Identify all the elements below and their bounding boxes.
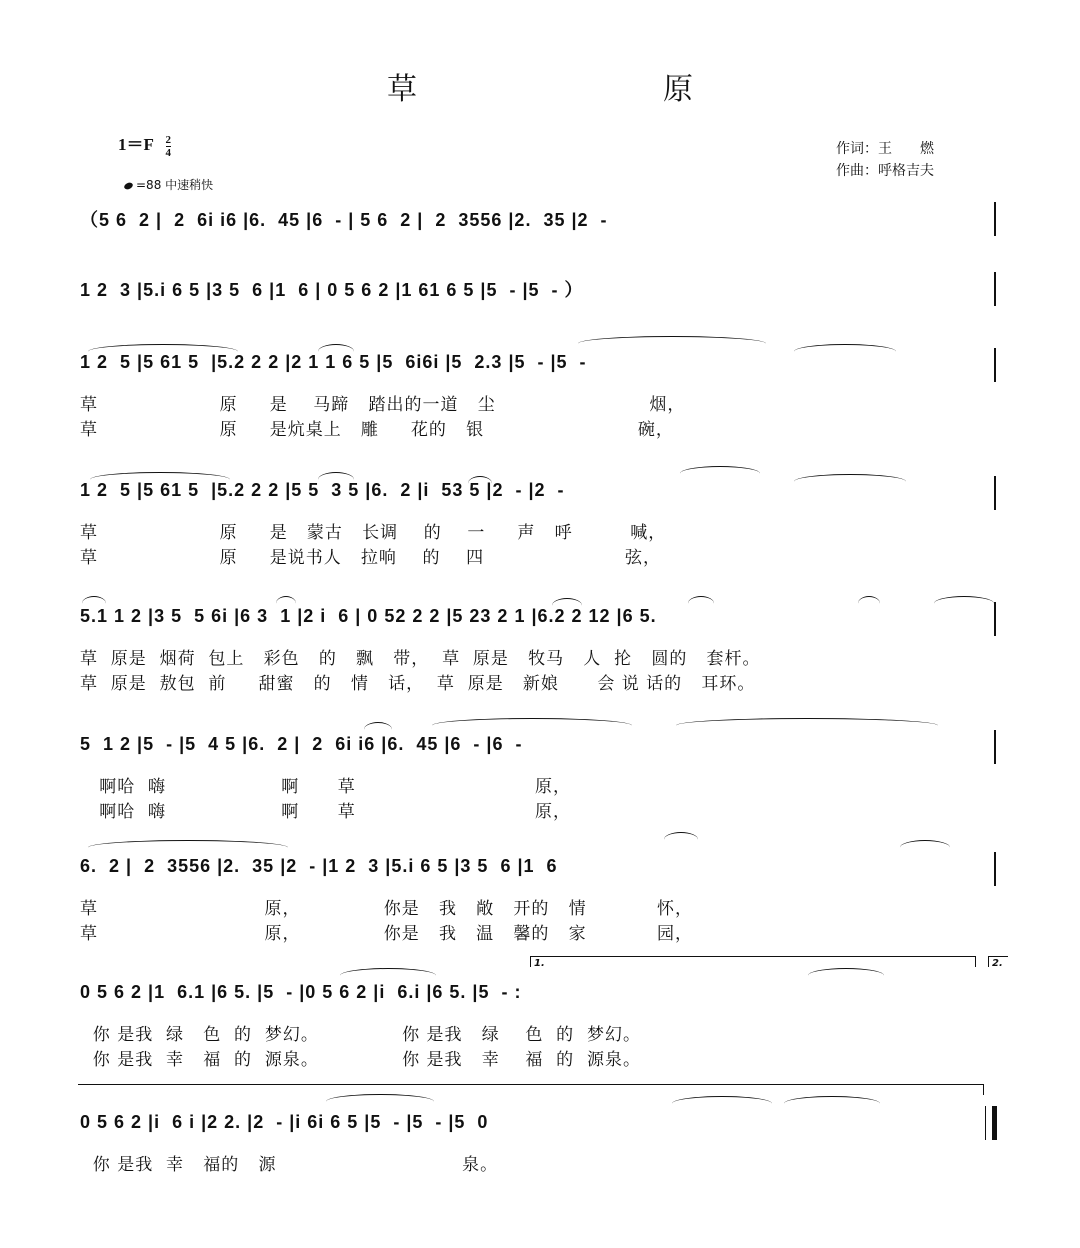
time-bottom: 4 [165,146,172,159]
bracket-start [530,957,531,967]
barline [994,272,996,306]
lyric-line-6a: 啊哈 嗨 啊 草 原， [80,777,572,797]
slur [680,466,760,481]
barline [994,852,996,886]
barline [994,202,996,236]
quarter-note-icon [123,181,134,190]
slur [88,840,288,855]
phrase-bracket-end [983,1085,984,1095]
slur [468,476,492,491]
slur [676,718,938,733]
lyric-line-5a: 草 原是 烟荷 包上 彩色 的 飘 带， 草 原是 牧马 人 抡 圆的 套杆。 [80,649,761,669]
lyric-line-5b: 草 原是 敖包 前 甜蜜 的 情 话， 草 原是 新娘 会 说 话的 耳环。 [80,674,756,694]
barline [994,730,996,764]
notes-line-2: 1 2 3 |5.i 6 5 |3 5 6 |1 6 | 0 5 6 2 |1 61 6 5 |5 - |5 - ） [80,280,584,300]
slur [90,472,230,487]
notes-line-4: 1 2 5 |5 61 5 |5.2 2 2 |5 5 3 5 |6. 2 |i 53 5 |2 - |2 - [80,480,565,500]
notes-line-1: （5 6 2 | 2 6i i6 |6. 45 |6 - | 5 6 2 | 2 3556 |2. 35 |2 - [80,210,608,230]
slur [688,596,714,611]
lyric-line-8a: 你 是我 绿 色 的 梦幻。 你 是我 绿 色 的 梦幻。 [80,1025,641,1045]
notes-line-3: 1 2 5 |5 61 5 |5.2 2 2 |2 1 1 6 5 |5 6i6i |5 2.3 |5 - |5 - [80,352,587,372]
second-ending-bracket [988,956,1008,969]
time-top: 2 [165,133,172,146]
final-thin-barline [985,1106,986,1140]
notes-line-9: 0 5 6 2 |i 6 i |2 2. |2 - |i 6i 6 5 |5 - |5 - |5 0 [80,1112,489,1132]
slur [432,718,632,733]
barline [994,602,996,636]
lyric-line-3a: 草 原 是 马蹄 踏出的一道 尘 烟， [80,395,686,415]
barline [994,476,996,510]
credits [836,138,934,182]
lyric-line-4b: 草 原 是说书人 拉响 的 四 弦， [80,548,662,568]
slur [794,344,896,359]
slur [808,968,884,983]
slur [88,344,238,359]
lyric-line-6b: 啊哈 嗨 啊 草 原， [80,802,572,822]
slur [340,968,436,983]
key-signature [118,130,171,159]
lyric-line-8b: 你 是我 幸 福 的 源泉。 你 是我 幸 福 的 源泉。 [80,1050,641,1070]
slur [364,722,392,737]
notes-line-5: 5.1 1 2 |3 5 5 6i |6 3 1 |2 i 6 | 0 52 2 2 |5 23 2 1 |6.2 2 12 |6 5. [80,606,657,626]
slur [578,336,766,351]
slur [276,596,296,611]
slur [794,474,906,489]
bracket-start-2 [988,957,989,967]
lyric-line-3b: 草 原 是炕桌上 雕 花的 银 碗， [80,420,674,440]
lyricist: 作词：王 燃 [836,141,934,157]
song-title: 草 原 [387,72,755,107]
slur [900,840,950,855]
slur [858,596,880,611]
slur [784,1096,880,1111]
composer: 作曲：呼格吉夫 [836,163,934,179]
phrase-bracket [78,1084,984,1085]
first-ending-bracket [530,956,976,969]
lyric-line-7a: 草 原， 你是 我 敞 开的 情 怀， [80,899,694,919]
bracket-end [975,957,976,967]
time-signature [166,134,172,159]
notes-line-8: 0 5 6 2 |1 6.1 |6 5. |5 - |0 5 6 2 |i 6.i |6 5. |5 - : [80,982,522,1002]
slur [326,1094,434,1109]
lyric-line-4a: 草 原 是 蒙古 长调 的 一 声 呼 喊， [80,523,667,543]
slur [318,472,354,487]
slur [552,598,582,613]
tempo-text: =88 中速稍快 [136,178,214,192]
second-ending-label: 2. [992,958,1003,969]
barline [994,348,996,382]
notes-line-7: 6. 2 | 2 3556 |2. 35 |2 - |1 2 3 |5.i 6 5 |3 5 6 |1 6 [80,856,558,876]
slur [82,596,106,611]
slur [318,344,354,359]
lyric-line-9a: 你 是我 幸 福的 源 泉。 [80,1155,499,1175]
slur [934,596,994,611]
first-ending-label: 1. [534,958,545,969]
lyric-line-7b: 草 原， 你是 我 温 馨的 家 园， [80,924,694,944]
key-label: 1＝F [118,135,154,154]
notes-line-6: 5 1 2 |5 - |5 4 5 |6. 2 | 2 6i i6 |6. 45 |6 - |6 - [80,734,523,754]
final-barline [992,1106,997,1140]
tempo-marking [124,176,213,193]
slur [672,1096,772,1111]
slur [664,832,698,847]
